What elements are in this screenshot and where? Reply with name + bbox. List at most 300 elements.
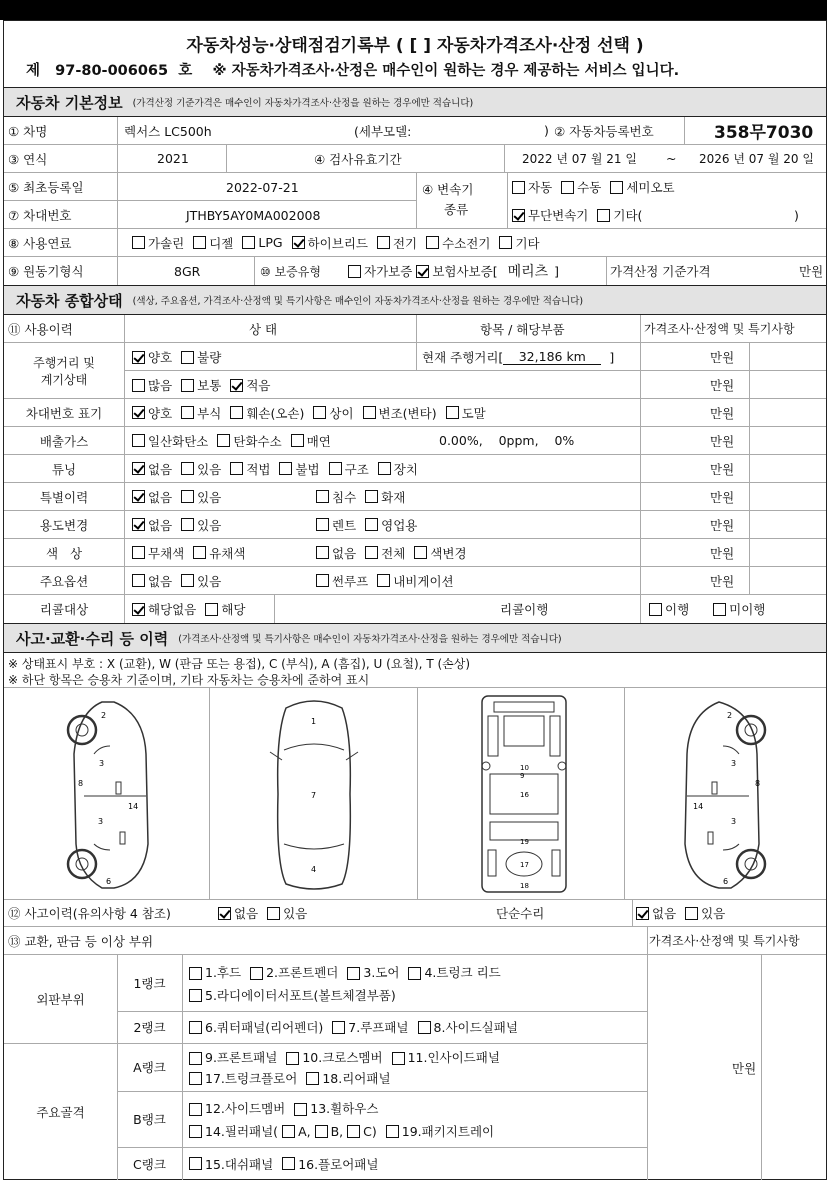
trans-options-row1 [512, 173, 684, 201]
car-left-side-diagram [44, 694, 174, 894]
dash-panel-checkbox[interactable] [189, 1157, 202, 1170]
current-mileage-label: 현재 주행거리[ [422, 350, 504, 365]
row-first-reg-vin [4, 173, 826, 229]
warranty-close: ] [554, 263, 560, 279]
car-right-side-diagram [659, 694, 789, 894]
inspection-form [3, 20, 827, 1180]
tuning-none-label: 없음 [148, 461, 173, 477]
use-history-head: ⑪ 사용이력 [8, 321, 73, 337]
detail-model-close: ) [544, 123, 549, 138]
vin-damage-checkbox[interactable] [230, 406, 243, 419]
color-change-label: 색변경 [430, 545, 467, 561]
svg-text:3: 3 [731, 759, 737, 768]
hood-label: 1.후드 [205, 965, 242, 980]
first-reg-value: 2022-07-21 [226, 179, 299, 195]
flood-checkbox[interactable] [316, 490, 329, 503]
mileage-price-2: 만원 [710, 378, 735, 393]
usage-exist-checkbox[interactable] [181, 518, 194, 531]
tuning-label: 튜닝 [51, 461, 77, 477]
simple-repair-none-checkbox[interactable] [636, 907, 649, 920]
fuel-gasoline-checkbox[interactable] [132, 236, 145, 249]
mileage-many-label: 많음 [148, 378, 173, 393]
fuel-hydrogen-label: 수소전기 [442, 235, 491, 251]
options-exist-label: 있음 [197, 573, 222, 589]
tuning-legal-label: 적법 [246, 461, 271, 477]
sunroof-label: 썬루프 [332, 573, 369, 589]
no-label: 제 [26, 63, 41, 79]
wheel-house-label: 13.휠하우스 [310, 1101, 379, 1116]
exhaust-hc-label: 탄화수소 [233, 433, 282, 449]
package-tray-checkbox[interactable] [386, 1125, 399, 1138]
exhaust-smoke-label: 매연 [306, 433, 331, 449]
simple-repair-exist-label: 있음 [701, 906, 726, 921]
vin-corrosion-checkbox[interactable] [181, 406, 194, 419]
side-sill-label: 8.사이드실패널 [433, 1020, 518, 1035]
vin-smeared-label: 도말 [461, 405, 486, 421]
recall-na-checkbox[interactable] [132, 603, 145, 616]
options-sub [316, 567, 463, 594]
status-symbol-legend: ※ 상태표시 부호 : X (교환), W (판금 또는 용접), C (부식), A (흠집), U (요철), T (손상) [8, 657, 471, 671]
engine-value: 8GR [174, 263, 201, 279]
row-special-history [4, 483, 826, 511]
accident-none-checkbox[interactable] [218, 907, 231, 920]
basic-info-header [4, 87, 826, 117]
passenger-car-note: ※ 하단 항목은 승용차 기준이며, 기타 자동차는 승용차에 준하여 표시 [8, 673, 370, 687]
svg-text:3: 3 [731, 817, 737, 826]
usage-change-label: 용도변경 [39, 517, 89, 533]
fuel-lpg-label: LPG [258, 235, 283, 250]
special-none-checkbox[interactable] [132, 490, 145, 503]
fuel-diesel-checkbox[interactable] [193, 236, 206, 249]
mileage-normal-label: 보통 [197, 378, 222, 393]
fuel-hydrogen-checkbox[interactable] [426, 236, 439, 249]
year-value: 2021 [157, 151, 189, 166]
vin-value: JTHBY5AY0MA002008 [186, 207, 321, 223]
vin-mismatch-checkbox[interactable] [313, 406, 326, 419]
trans-semi-label: 세미오토 [626, 180, 675, 195]
front-panel-checkbox[interactable] [189, 1052, 202, 1065]
status-header [4, 285, 826, 315]
usage-sub-options [316, 511, 426, 538]
vin-price: 만원 [710, 405, 735, 421]
row-color [4, 539, 826, 567]
engine-label: ⑨ 원동기형식 [8, 264, 84, 279]
trans-other-close: ) [794, 207, 799, 223]
vin-corrosion-label: 부식 [197, 405, 222, 421]
options-price: 만원 [710, 573, 735, 589]
fire-checkbox[interactable] [365, 490, 378, 503]
dash-panel-label: 15.대쉬패널 [205, 1156, 274, 1172]
warranty-options [348, 257, 559, 285]
warranty-company: 메리츠 [507, 264, 549, 280]
basic-info-note: (가격산정 기준가격은 매수인이 자동차가격조사·산정을 원하는 경우에만 적습니다) [132, 98, 474, 109]
svg-text:8: 8 [755, 779, 761, 788]
tuning-options [132, 455, 427, 482]
svg-text:18: 18 [520, 882, 529, 890]
navigation-label: 내비게이션 [393, 573, 454, 589]
rank-c-label: C랭크 [133, 1156, 166, 1172]
accident-exist-checkbox[interactable] [267, 907, 280, 920]
rank-1-parts [189, 963, 510, 1008]
simple-repair-label: 단순수리 [496, 906, 545, 921]
pillar-panel-checkbox[interactable] [189, 1125, 202, 1138]
fire-label: 화재 [381, 489, 406, 505]
quarter-panel-label: 6.쿼터패널(리어펜더) [205, 1020, 324, 1035]
mileage-label-1: 주행거리 및 [33, 355, 95, 370]
special-price: 만원 [710, 489, 735, 505]
tuning-exist-checkbox[interactable] [181, 462, 194, 475]
recall-done-label: 이행 [665, 602, 690, 617]
simple-repair-exist-checkbox[interactable] [685, 907, 698, 920]
vin-damage-label: 훼손(오손) [246, 405, 305, 421]
mileage-bad-label: 불량 [197, 350, 222, 365]
parts-grid [4, 955, 826, 1180]
pillar-c-checkbox[interactable] [347, 1125, 360, 1138]
vin-good-label: 양호 [148, 405, 173, 421]
special-main-options [132, 483, 230, 510]
warranty-self-checkbox[interactable] [348, 265, 361, 278]
recall-item-label: 리콜이행 [500, 602, 549, 617]
vin-altered-label: 변조(변타) [378, 405, 437, 421]
trans-other-label: 기타( [613, 208, 643, 223]
achromatic-checkbox[interactable] [132, 546, 145, 559]
floor-panel-label: 16.플로어패널 [298, 1156, 379, 1172]
recall-na-label: 해당없음 [148, 602, 197, 617]
pillar-b-checkbox[interactable] [315, 1125, 328, 1138]
rank-c-parts [189, 1147, 387, 1180]
row-options [4, 567, 826, 595]
rank-b-parts [189, 1099, 503, 1144]
svg-text:6: 6 [106, 877, 112, 886]
cross-member-label: 10.크로스멤버 [302, 1050, 383, 1065]
side-sill-checkbox[interactable] [418, 1021, 431, 1034]
warranty-insurance-label: 보험사보증[ [432, 264, 498, 279]
tuning-illegal-checkbox[interactable] [279, 462, 292, 475]
row-year [4, 145, 826, 173]
door-checkbox[interactable] [347, 967, 360, 980]
roof-panel-label: 7.루프패널 [348, 1020, 409, 1035]
parts-price-unit: 만원 [732, 1060, 757, 1076]
tuning-illegal-label: 불법 [295, 461, 320, 477]
usage-main-options [132, 511, 230, 538]
vin-smeared-checkbox[interactable] [446, 406, 459, 419]
svg-text:2: 2 [727, 711, 733, 720]
reg-no-label: ② 자동차등록번호 [554, 123, 654, 139]
trans-manual-label: 수동 [577, 180, 602, 195]
pillar-a-checkbox[interactable] [282, 1125, 295, 1138]
options-main [132, 567, 230, 594]
tuning-legal-checkbox[interactable] [230, 462, 243, 475]
rank-1-label: 1랭크 [133, 976, 166, 991]
svg-text:17: 17 [520, 861, 529, 869]
exhaust-co-label: 일산화탄소 [148, 433, 209, 449]
form-title: 자동차성능·상태점검기록부 ( [ ] 자동차가격조사·산정 선택 ) [186, 36, 644, 56]
mileage-price-1: 만원 [710, 350, 735, 365]
mileage-good-label: 양호 [148, 350, 173, 365]
color-main-options [132, 539, 254, 566]
row-vin-mark [4, 399, 826, 427]
trans-label-1: ④ 변속기 [422, 182, 474, 197]
vin-mismatch-label: 상이 [329, 405, 354, 421]
rank-a-label: A랭크 [133, 1060, 166, 1075]
color-none-label: 없음 [332, 545, 357, 561]
fuel-hybrid-label: 하이브리드 [307, 235, 368, 251]
form-number: 97-80-006065 [55, 63, 169, 79]
flood-label: 침수 [332, 489, 357, 505]
business-checkbox[interactable] [365, 518, 378, 531]
rear-panel-checkbox[interactable] [306, 1072, 319, 1085]
mileage-good-checkbox[interactable] [132, 351, 145, 364]
tuning-none-checkbox[interactable] [132, 462, 145, 475]
vin-mark-label: 차대번호 표기 [25, 405, 103, 421]
fuel-options [132, 229, 549, 256]
row-accident-history [4, 899, 826, 927]
inspect-period-label: ④ 검사유효기간 [314, 151, 402, 167]
trans-semi-checkbox[interactable] [610, 181, 623, 194]
svg-text:19: 19 [520, 838, 529, 846]
usage-none-checkbox[interactable] [132, 518, 145, 531]
roof-panel-checkbox[interactable] [332, 1021, 345, 1034]
business-label: 영업용 [381, 517, 418, 533]
rent-label: 렌트 [332, 517, 357, 533]
rank-2-parts [189, 1011, 527, 1043]
options-exist-checkbox[interactable] [181, 574, 194, 587]
mileage-many-checkbox[interactable] [132, 379, 145, 392]
row-recall [4, 595, 826, 623]
options-none-checkbox[interactable] [132, 574, 145, 587]
tuning-structure-label: 구조 [344, 461, 369, 477]
outer-panel-label: 외판부위 [36, 992, 85, 1007]
fuel-other-checkbox[interactable] [499, 236, 512, 249]
radiator-support-label: 5.라디에이터서포트(볼트체결부품) [205, 987, 396, 1003]
recall-done-checkbox[interactable] [649, 603, 662, 616]
mileage-state-opts [132, 343, 230, 371]
special-history-label: 특별이력 [39, 489, 89, 505]
quarter-panel-checkbox[interactable] [189, 1021, 202, 1034]
pillar-c-label: C) [363, 1123, 377, 1139]
chromatic-checkbox[interactable] [193, 546, 206, 559]
special-exist-checkbox[interactable] [181, 490, 194, 503]
special-exist-label: 있음 [197, 489, 222, 505]
color-all-checkbox[interactable] [365, 546, 378, 559]
trans-cvt-checkbox[interactable] [512, 209, 525, 222]
service-note: ※ 자동차가격조사·산정은 매수인이 원하는 경우 제공하는 서비스 입니다. [212, 63, 680, 79]
side-member-checkbox[interactable] [189, 1103, 202, 1116]
exhaust-label: 배출가스 [39, 433, 89, 449]
exhaust-values: 0.00%, 0ppm, 0% [439, 433, 575, 448]
row-usage-change [4, 511, 826, 539]
fuel-electric-label: 전기 [392, 235, 418, 251]
recall-notdone-label: 미이행 [729, 602, 766, 617]
status-col-header [4, 315, 826, 343]
row-car-name [4, 117, 826, 145]
package-tray-label: 19.패키지트레이 [401, 1123, 495, 1139]
trans-other-checkbox[interactable] [597, 209, 610, 222]
current-mileage [422, 343, 614, 371]
exhaust-co-checkbox[interactable] [132, 434, 145, 447]
trunk-floor-checkbox[interactable] [189, 1072, 202, 1085]
svg-text:6: 6 [723, 877, 729, 886]
state-head: 상 태 [249, 321, 278, 337]
options-none-label: 없음 [148, 573, 173, 589]
hood-checkbox[interactable] [189, 967, 202, 980]
accident-history-label: ⑫ 사고이력(유의사항 4 참조) [8, 906, 171, 921]
door-label: 3.도어 [363, 965, 400, 980]
mileage-few-label: 적음 [246, 378, 271, 393]
vin-good-checkbox[interactable] [132, 406, 145, 419]
reg-no-value: 358무7030 [714, 123, 814, 143]
chromatic-label: 유채색 [209, 545, 246, 561]
tuning-price: 만원 [710, 461, 735, 477]
fuel-other-label: 기타 [515, 235, 540, 251]
rent-checkbox[interactable] [316, 518, 329, 531]
mileage-few-checkbox[interactable] [230, 379, 243, 392]
inspect-to: 2026 년 07 월 20 일 [699, 152, 814, 166]
car-name-label: ① 차명 [8, 123, 48, 139]
accident-title: 사고·교환·수리 등 이력 [16, 629, 169, 648]
form-number-line [26, 59, 679, 80]
tuning-device-label: 장치 [393, 461, 418, 477]
mileage-normal-checkbox[interactable] [181, 379, 194, 392]
front-fender-label: 2.프론트펜더 [266, 965, 339, 980]
simple-repair-none-label: 없음 [652, 906, 677, 921]
tuning-device-checkbox[interactable] [378, 462, 391, 475]
rank-b-label: B랭크 [133, 1112, 166, 1127]
mileage-bad-checkbox[interactable] [181, 351, 194, 364]
accident-exist-label: 있음 [283, 906, 308, 921]
rank-2-label: 2랭크 [133, 1020, 166, 1035]
mileage-label [4, 343, 124, 398]
exhaust-price: 만원 [710, 433, 735, 449]
pillar-a-label: A, [298, 1123, 311, 1139]
parts-price-head: 가격조사·산정액 및 특기사항 [649, 934, 800, 948]
car-frame-diagram [474, 692, 574, 896]
achromatic-label: 무채색 [148, 545, 185, 561]
side-member-label: 12.사이드멤버 [205, 1101, 286, 1116]
main-frame-label: 주요골격 [36, 1104, 85, 1120]
ho-label: 호 [178, 63, 193, 79]
vin-mark-options [132, 399, 495, 426]
trunk-lid-label: 4.트렁크 리드 [424, 965, 501, 980]
base-price-unit: 만원 [799, 264, 824, 279]
svg-text:9: 9 [520, 772, 525, 780]
recall-options [132, 595, 254, 623]
row-exhaust [4, 427, 826, 455]
color-price: 만원 [710, 545, 735, 561]
svg-text:8: 8 [78, 779, 84, 788]
fuel-gasoline-label: 가솔린 [148, 235, 185, 251]
floor-panel-checkbox[interactable] [282, 1157, 295, 1170]
inside-panel-checkbox[interactable] [392, 1052, 405, 1065]
svg-text:10: 10 [520, 764, 529, 772]
row-tuning [4, 455, 826, 483]
trunk-lid-checkbox[interactable] [408, 967, 421, 980]
vin-altered-checkbox[interactable] [363, 406, 376, 419]
price-head: 가격조사·산정액 및 특기사항 [644, 322, 795, 336]
special-none-label: 없음 [148, 489, 173, 505]
row-fuel [4, 229, 826, 257]
fuel-lpg-checkbox[interactable] [242, 236, 255, 249]
rear-panel-label: 18.리어패널 [322, 1070, 391, 1086]
tilde: ~ [666, 151, 677, 166]
vin-label: ⑦ 차대번호 [8, 208, 72, 223]
color-none-checkbox[interactable] [316, 546, 329, 559]
svg-text:3: 3 [98, 817, 104, 826]
accident-none-label: 없음 [234, 906, 259, 921]
pillar-b-label: B, [330, 1123, 344, 1139]
current-mileage-value: 32,186 km [503, 349, 601, 365]
warranty-insurance-checkbox[interactable] [416, 265, 429, 278]
trans-auto-checkbox[interactable] [512, 181, 525, 194]
warranty-self-label: 자가보증 [364, 264, 413, 279]
trans-manual-checkbox[interactable] [561, 181, 574, 194]
exhaust-smoke-checkbox[interactable] [291, 434, 304, 447]
wheel-house-checkbox[interactable] [294, 1103, 307, 1116]
cross-member-checkbox[interactable] [286, 1052, 299, 1065]
navigation-checkbox[interactable] [377, 574, 390, 587]
fuel-electric-checkbox[interactable] [377, 236, 390, 249]
front-panel-label: 9.프론트패널 [205, 1050, 278, 1065]
car-diagram-area [4, 687, 826, 899]
car-name-value: 렉서스 LC500h [124, 123, 212, 139]
front-fender-checkbox[interactable] [250, 967, 263, 980]
simple-repair-options [636, 900, 734, 926]
item-head: 항목 / 해당부품 [480, 321, 565, 337]
color-change-checkbox[interactable] [414, 546, 427, 559]
svg-text:14: 14 [693, 802, 704, 811]
row-engine [4, 257, 826, 285]
exhaust-options [132, 427, 340, 454]
trunk-floor-label: 17.트렁크플로어 [205, 1070, 298, 1086]
svg-text:16: 16 [520, 791, 529, 799]
first-reg-label: ⑤ 최초등록일 [8, 180, 84, 195]
row-parts-head [4, 927, 826, 955]
svg-text:4: 4 [311, 865, 317, 874]
svg-text:1: 1 [311, 717, 317, 726]
trans-label-2: 종류 [444, 202, 469, 217]
recall-yes-checkbox[interactable] [205, 603, 218, 616]
color-label: 색 상 [45, 545, 83, 561]
pillar-panel-label: 14.필러패널( [205, 1123, 279, 1139]
usage-none-label: 없음 [148, 517, 173, 533]
current-mileage-close: ] [609, 349, 615, 365]
color-all-label: 전체 [381, 545, 406, 561]
accident-options [218, 900, 316, 926]
radiator-support-checkbox[interactable] [189, 989, 202, 1002]
svg-text:3: 3 [99, 759, 105, 768]
mileage-label-2: 계기상태 [40, 372, 88, 387]
sunroof-checkbox[interactable] [316, 574, 329, 587]
accident-header [4, 623, 826, 653]
mileage-amount-opts [132, 371, 279, 399]
tuning-structure-checkbox[interactable] [329, 462, 342, 475]
svg-text:7: 7 [311, 791, 317, 800]
fuel-hybrid-checkbox[interactable] [292, 236, 305, 249]
fuel-label: ⑧ 사용연료 [8, 235, 72, 251]
warranty-label: ⑩ 보증유형 [260, 264, 321, 279]
exhaust-hc-checkbox[interactable] [217, 434, 230, 447]
tuning-exist-label: 있음 [197, 461, 222, 477]
status-title: 자동차 종합상태 [16, 291, 123, 310]
svg-text:2: 2 [101, 711, 107, 720]
inside-panel-label: 11.인사이드패널 [407, 1050, 500, 1065]
trans-auto-label: 자동 [528, 180, 553, 195]
car-top-diagram [266, 694, 362, 894]
basic-info-title: 자동차 기본정보 [16, 93, 123, 112]
recall-notdone-checkbox[interactable] [713, 603, 726, 616]
row-mileage [4, 343, 826, 399]
fuel-diesel-label: 디젤 [209, 235, 234, 251]
